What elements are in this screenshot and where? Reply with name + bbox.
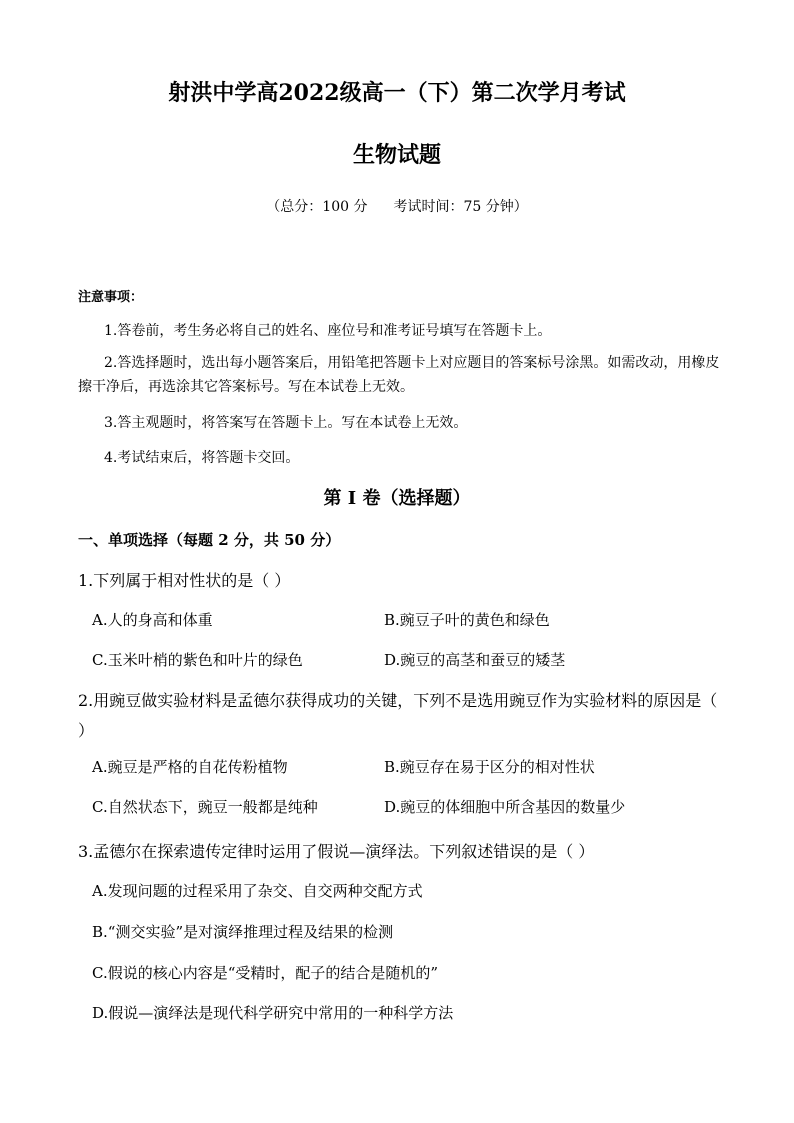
option-b: B.豌豆存在易于区分的相对性状 (384, 758, 595, 776)
subject-title: 生物试题 (352, 142, 441, 168)
total-score: （总分：100 分 (266, 199, 368, 215)
option-d: D.豌豆的高茎和蚕豆的矮茎 (384, 651, 566, 669)
section-title: 第 I 卷（选择题） (323, 488, 471, 509)
question-stem: 2.用豌豆做实验材料是孟德尔获得成功的关键，下列不是选用豌豆作为实验材料的原因是（ ） (78, 691, 718, 740)
exam-meta (0, 196, 794, 216)
option-b: B.“测交实验”是对演绎推理过程及结果的检测 (92, 923, 394, 941)
notice-item: 1.答卷前，考生务必将自己的姓名、座位号和准考证号填写在答题卡上。 (104, 323, 552, 339)
exam-title: 射洪中学高2022级高一（下）第二次学月考试 (168, 80, 626, 106)
option-a: A.发现问题的过程采用了杂交、自交两种交配方式 (92, 882, 423, 900)
part-heading: 一、单项选择（每题 2 分，共 50 分） (78, 531, 341, 549)
option-d: D.豌豆的体细胞中所含基因的数量少 (384, 798, 626, 816)
notices-heading: 注意事项： (78, 290, 144, 305)
question-stem: 1.下列属于相对性状的是（ ） (78, 571, 291, 590)
question-stem: 3.孟德尔在探索遗传定律时运用了假说—演绎法。下列叙述错误的是（ ） (78, 842, 595, 861)
notice-item: 2.答选择题时，选出每小题答案后，用铅笔把答题卡上对应题目的答案标号涂黑。如需改动，用橡皮擦干净后，再选涂其它答案标号。写在本试卷上无效。 (78, 355, 720, 395)
option-d: D.假说—演绎法是现代科学研究中常用的一种科学方法 (92, 1004, 454, 1022)
option-c: C.自然状态下，豌豆一般都是纯种 (92, 798, 318, 816)
option-c: C.玉米叶梢的紫色和叶片的绿色 (92, 651, 303, 669)
exam-time: 考试时间：75 分钟） (393, 199, 528, 215)
notice-item: 4.考试结束后，将答题卡交回。 (104, 450, 300, 466)
option-a: A.豌豆是严格的自花传粉植物 (92, 758, 288, 776)
option-c: C.假说的核心内容是“受精时，配子的结合是随机的” (92, 964, 439, 982)
option-a: A.人的身高和体重 (92, 611, 213, 629)
notice-item: 3.答主观题时，将答案写在答题卡上。写在本试卷上无效。 (104, 415, 468, 431)
option-b: B.豌豆子叶的黄色和绿色 (384, 611, 550, 629)
